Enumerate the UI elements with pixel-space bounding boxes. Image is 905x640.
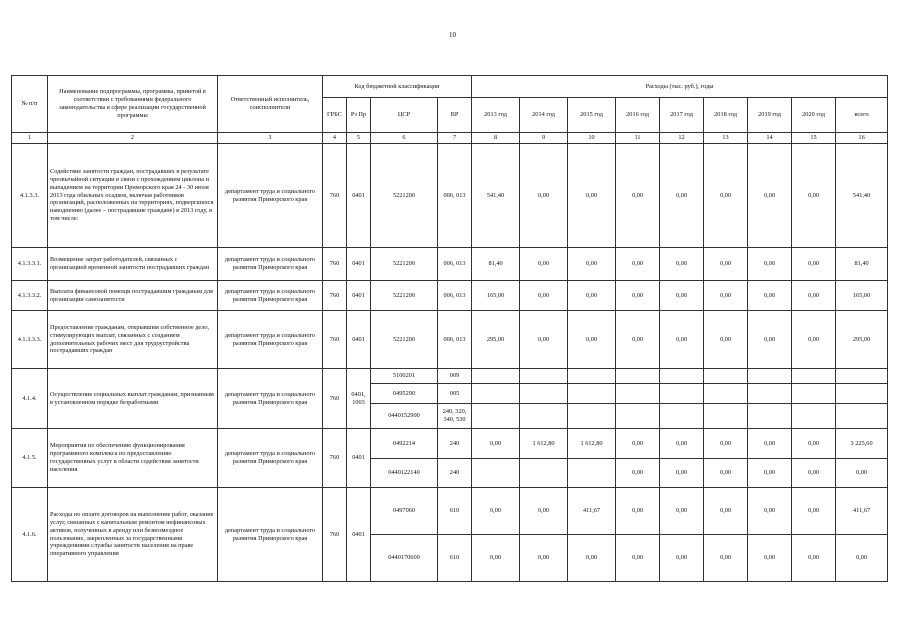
column-number: 14 [748,133,792,144]
table-row [12,429,888,459]
row-vr: 006, 013 [438,248,472,281]
row-total: 295,00 [836,311,888,369]
row-executor: департамент труда и социального развития Приморского края [218,488,323,582]
row-number: 4.1.3.3.1. [12,248,48,281]
row-number: 4.1.3.3.3. [12,311,48,369]
row-value: 0,00 [704,488,748,535]
row-total: 0,00 [836,535,888,582]
row-value: 0,00 [660,248,704,281]
row-value [472,459,520,488]
table-row [12,369,888,384]
row-value: 0,00 [748,144,792,248]
row-value [660,404,704,429]
row-name: Мероприятия по обеспечению функционирования программного комплекса по предоставлению государственных услуг в области содействия занятости населения [48,429,218,488]
row-value [472,369,520,384]
row-value: 0,00 [660,429,704,459]
row-value: 0,00 [748,248,792,281]
row-value [792,369,836,384]
row-vr: 005 [438,384,472,404]
row-total [836,369,888,384]
row-value: 0,00 [748,535,792,582]
row-value [520,384,568,404]
row-value: 0,00 [792,281,836,311]
row-rzpr: 0401 [347,248,371,281]
row-value: 0,00 [660,281,704,311]
row-csr: 0495290 [371,384,438,404]
row-csr: 5100201 [371,369,438,384]
row-total: 3 225,60 [836,429,888,459]
column-number: 15 [792,133,836,144]
row-csr: 5221200 [371,281,438,311]
row-rzpr: 0401 [347,429,371,488]
row-value: 0,00 [472,488,520,535]
row-total: 0,00 [836,459,888,488]
row-value [520,369,568,384]
row-value: 0,00 [792,429,836,459]
row-value: 0,00 [616,429,660,459]
header-csr: ЦСР [371,98,438,133]
row-name: Выплата финансовой помощи пострадавшим гражданам для организации самозанятости [48,281,218,311]
row-value [704,404,748,429]
row-rzpr: 0401 [347,281,371,311]
row-name: Возмещение затрат работодателей, связанных с организацией временной занятости пострадавших граждан [48,248,218,281]
row-value [568,459,616,488]
row-value: 0,00 [704,248,748,281]
row-value: 0,00 [704,535,748,582]
row-value: 0,00 [792,535,836,582]
row-value [748,404,792,429]
row-vr: 610 [438,535,472,582]
row-value: 0,00 [616,488,660,535]
header-name: Наименование подпрограммы, программы, приветой в соответствии с требованиями федерального законодательства в сфере реализации государственной программы [48,76,218,133]
row-value: 0,00 [748,311,792,369]
row-value: 0,00 [748,281,792,311]
row-value: 81,40 [472,248,520,281]
row-value: 541,40 [472,144,520,248]
row-vr: 006, 013 [438,281,472,311]
column-number: 13 [704,133,748,144]
row-value: 0,00 [616,248,660,281]
row-value: 0,00 [792,144,836,248]
row-value: 0,00 [792,311,836,369]
row-value: 0,00 [792,488,836,535]
budget-table [11,75,888,582]
header-year: 2015 год [568,98,616,133]
row-number: 4.1.6. [12,488,48,582]
row-value: 0,00 [704,281,748,311]
row-value: 165,00 [472,281,520,311]
row-name: Расходы по оплате договоров на выполнение работ, оказание услуг, связанных с капитальным ремонтом нефинансовых активов, полученных в аренду или безвозмездное пользование, закрепленных за государственными учреждениями службы занятости населения на праве оперативного управления [48,488,218,582]
row-value [748,369,792,384]
row-total [836,404,888,429]
row-value: 0,00 [748,488,792,535]
row-rzpr: 0401 [347,311,371,369]
row-value: 1 612,80 [520,429,568,459]
row-total: 165,00 [836,281,888,311]
header-total: всего [836,98,888,133]
row-csr: 0440122140 [371,459,438,488]
row-vr: 240 [438,459,472,488]
column-number: 16 [836,133,888,144]
row-value: 0,00 [520,535,568,582]
row-number: 4.1.3.3. [12,144,48,248]
row-csr: 0492214 [371,429,438,459]
row-value: 0,00 [748,429,792,459]
column-number: 12 [660,133,704,144]
column-number: 10 [568,133,616,144]
row-value: 0,00 [520,488,568,535]
row-executor: департамент труда и социального развития Приморского края [218,369,323,429]
header-year: 2016 год [616,98,660,133]
row-value: 0,00 [660,459,704,488]
row-executor: департамент труда и социального развития Приморского края [218,281,323,311]
row-value [660,384,704,404]
row-value: 0,00 [704,459,748,488]
row-value: 0,00 [520,248,568,281]
row-total: 81,40 [836,248,888,281]
header-code-group: Код бюджетной классификации [323,76,472,98]
row-grbs: 760 [323,369,347,429]
row-value: 0,00 [660,311,704,369]
row-value: 0,00 [792,459,836,488]
row-value [616,384,660,404]
column-number: 3 [218,133,323,144]
row-value [520,459,568,488]
row-name: Осуществление социальных выплат гражданам, признанным в установленном порядке безработными [48,369,218,429]
row-csr: 5221200 [371,144,438,248]
table-row [12,144,888,248]
row-value: 0,00 [520,311,568,369]
row-value: 0,00 [616,311,660,369]
row-grbs: 760 [323,144,347,248]
row-vr: 240 [438,429,472,459]
row-number: 4.1.4. [12,369,48,429]
row-value: 0,00 [568,144,616,248]
row-csr: 0440170600 [371,535,438,582]
row-value: 0,00 [616,459,660,488]
row-value: 0,00 [704,144,748,248]
row-vr: 009 [438,369,472,384]
row-value [704,369,748,384]
header-year: 2020 год [792,98,836,133]
row-value: 0,00 [616,144,660,248]
row-total: 541,40 [836,144,888,248]
row-value: 0,00 [748,459,792,488]
row-value: 0,00 [568,311,616,369]
row-value: 0,00 [616,281,660,311]
row-value: 0,00 [568,248,616,281]
row-name: Предоставление гражданам, открывшим собственное дело, стимулирующих выплат, связанных с созданием дополнительных рабочих мест для трудоустройства пострадавших граждан [48,311,218,369]
row-csr: 5221200 [371,248,438,281]
row-value [568,404,616,429]
row-value [520,404,568,429]
column-number: 2 [48,133,218,144]
row-total: 411,67 [836,488,888,535]
row-value: 0,00 [520,144,568,248]
header-year: 2014 год [520,98,568,133]
row-csr: 0497060 [371,488,438,535]
row-vr: 240, 320, 340, 530 [438,404,472,429]
row-value [792,384,836,404]
row-value [472,384,520,404]
row-value: 0,00 [472,535,520,582]
row-number: 4.1.3.3.2. [12,281,48,311]
page-number: 10 [449,31,456,39]
row-executor: департамент труда и социального развития Приморского края [218,429,323,488]
row-value: 0,00 [792,248,836,281]
row-value [748,384,792,404]
row-value: 0,00 [660,144,704,248]
row-executor: департамент труда и социального развития Приморского края [218,311,323,369]
row-value [568,369,616,384]
header-year: 2018 год [704,98,748,133]
table-row [12,281,888,311]
row-csr: 5221200 [371,311,438,369]
row-value [704,384,748,404]
row-value: 295,00 [472,311,520,369]
row-number: 4.1.5. [12,429,48,488]
column-number: 6 [371,133,438,144]
table-row [12,488,888,535]
header-vr: ВР [438,98,472,133]
row-value: 0,00 [568,281,616,311]
row-value [660,369,704,384]
row-grbs: 760 [323,488,347,582]
header-grbs: ГРБС [323,98,347,133]
row-value: 0,00 [704,311,748,369]
header-year: 2017 год [660,98,704,133]
row-rzpr: 0401 [347,144,371,248]
row-executor: департамент труда и социального развития Приморского края [218,248,323,281]
row-total [836,384,888,404]
row-value: 0,00 [660,488,704,535]
header-year: 2013 год [472,98,520,133]
row-value [568,384,616,404]
row-vr: 006, 013 [438,144,472,248]
row-value [472,404,520,429]
header-year: 2019 год [748,98,792,133]
row-csr: 0440152900 [371,404,438,429]
header-expenses-group: Расходы (тыс. руб.), годы [472,76,888,98]
header-num: № п/п [12,76,48,133]
row-executor: департамент труда и социального развития Приморского края [218,144,323,248]
row-value [616,369,660,384]
row-value: 1 612,80 [568,429,616,459]
row-rzpr: 0401, 1003 [347,369,371,429]
table-row [12,248,888,281]
row-grbs: 760 [323,429,347,488]
row-value: 411,67 [568,488,616,535]
table-row [12,311,888,369]
row-value: 0,00 [616,535,660,582]
header-rzpr: Рз Пр [347,98,371,133]
column-number: 5 [347,133,371,144]
row-value: 0,00 [568,535,616,582]
header-executor: Ответственный исполнитель, соисполнители [218,76,323,133]
column-number: 8 [472,133,520,144]
row-grbs: 760 [323,248,347,281]
column-number: 7 [438,133,472,144]
column-number: 11 [616,133,660,144]
row-value: 0,00 [472,429,520,459]
row-value [616,404,660,429]
row-vr: 610 [438,488,472,535]
column-number: 4 [323,133,347,144]
row-grbs: 760 [323,281,347,311]
row-vr: 006, 013 [438,311,472,369]
column-number: 1 [12,133,48,144]
row-name: Содействие занятости граждан, пострадавших в результате чрезвычайной ситуации в связи с прохождением циклона и выпадением на территории Приморского края 24 - 30 июля 2013 года обильных осадков, включая работников организаций, расположенных на территориях, подвергшихся наводнению (далее – пострадавшие граждане) в 2013 году, в том числе: [48,144,218,248]
row-value: 0,00 [704,429,748,459]
row-rzpr: 0401 [347,488,371,582]
row-value: 0,00 [520,281,568,311]
row-grbs: 760 [323,311,347,369]
row-value [792,404,836,429]
column-number: 9 [520,133,568,144]
row-value: 0,00 [660,535,704,582]
